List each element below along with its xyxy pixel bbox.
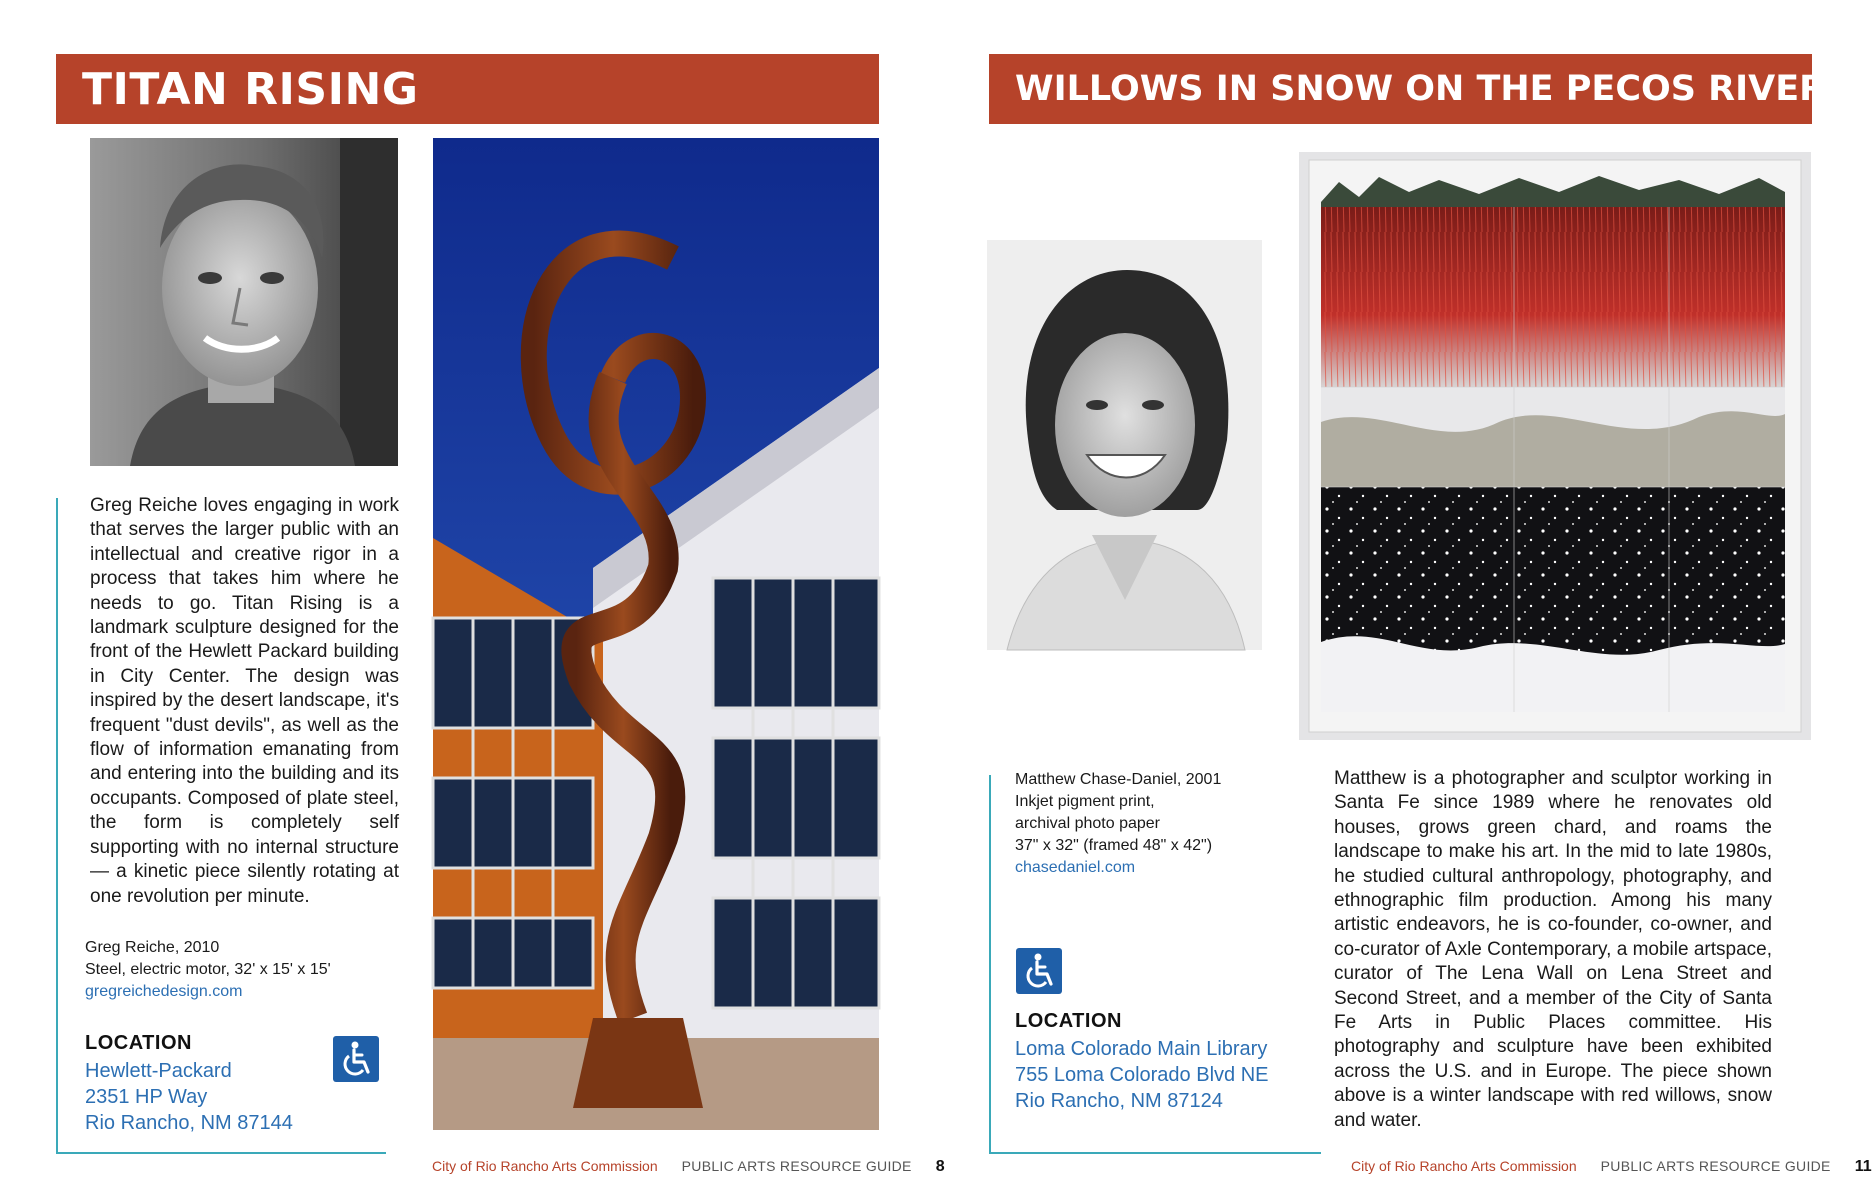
footer-commission: City of Rio Rancho Arts Commission [1351,1158,1577,1174]
footer-commission: City of Rio Rancho Arts Commission [432,1158,658,1174]
page-title: TITAN RISING [56,54,879,124]
page-number: 8 [935,1158,945,1175]
wheelchair-accessible-icon [1016,948,1062,994]
page-footer [432,1158,945,1176]
location-line-2: 2351 HP Way [85,1086,208,1108]
artist-bio: Greg Reiche loves engaging in work that serves the larger public with an intellectual and creative rigor in a process that takes him where he needs to go. Titan Rising is a landmark sculpture designed for the front of the Hewlett Packard building in City Center. The design was inspired by the desert landscape, it's frequent "dust devils", as well as the flow of information emanating from and entering into the building and its occupants. Composed of plate steel, the form is completely self supporting with no internal structure — a kinetic piece silently rotating at one revolution per minute. [90,495,399,907]
artist-portrait [90,138,398,466]
artwork-medium-line-2: archival photo paper [1015,815,1160,832]
accent-line-horizontal [56,1152,386,1154]
artist-year: Greg Reiche, 2010 [85,939,220,956]
willows-in-snow-photo [1299,152,1811,740]
artist-bio: Matthew is a photographer and sculptor working in Santa Fe since 1989 where he renovates old houses, grows green chard, and roams the landscape to make his art. In the mid to late 1980s, he studied cultural anthropology, photography, and ethnographic film production. Among his many artistic endeavors, he is co-founder, co-owner, and co-curator of Axle Contemporary, a mobile artspace, curator of The Lena Wall on Lena Street and Second Street, and a member of the City of Santa Fe Arts in Public Places committee. His photography and sculpture have been exhibited across the U.S. and in Europe. The piece shown above is a winter landscape with red willows, snow and water. [1334,768,1772,1131]
artwork-credit [85,937,415,1003]
page-title: WILLOWS IN SNOW ON THE PECOS RIVER [989,54,1812,124]
wheelchair-accessible-icon [333,1036,379,1082]
location-line-3: Rio Rancho, NM 87124 [1015,1090,1223,1112]
titan-rising-sculpture-photo [433,138,879,1130]
artwork-medium-line-1: Inkjet pigment print, [1015,793,1155,810]
artist-year: Matthew Chase-Daniel, 2001 [1015,771,1222,788]
artist-website-link[interactable]: chasedaniel.com [1015,859,1136,876]
location-heading: LOCATION [1015,1010,1122,1032]
artist-portrait [987,240,1262,650]
artist-website-link[interactable]: gregreichedesign.com [85,983,243,1000]
footer-guide-title: PUBLIC ARTS RESOURCE GUIDE [681,1158,912,1174]
location-heading: LOCATION [85,1032,192,1054]
artwork-medium: Steel, electric motor, 32' x 15' x 15' [85,961,331,978]
accent-line-vertical [989,775,991,1153]
location-line-3: Rio Rancho, NM 87144 [85,1112,293,1134]
artwork-dimensions: 37" x 32" (framed 48" x 42") [1015,837,1213,854]
location-line-2: 755 Loma Colorado Blvd NE [1015,1064,1269,1086]
artwork-credit [1015,769,1305,879]
page-footer [1351,1158,1872,1176]
footer-guide-title: PUBLIC ARTS RESOURCE GUIDE [1600,1158,1831,1174]
accent-line-horizontal [989,1152,1321,1154]
location-line-1: Loma Colorado Main Library [1015,1038,1268,1060]
page-number: 11 [1854,1158,1872,1175]
location-address [85,1058,293,1136]
location-line-1: Hewlett-Packard [85,1060,232,1082]
location-address [1015,1036,1268,1114]
accent-line-vertical [56,498,58,1153]
right-page [927,0,1872,1200]
